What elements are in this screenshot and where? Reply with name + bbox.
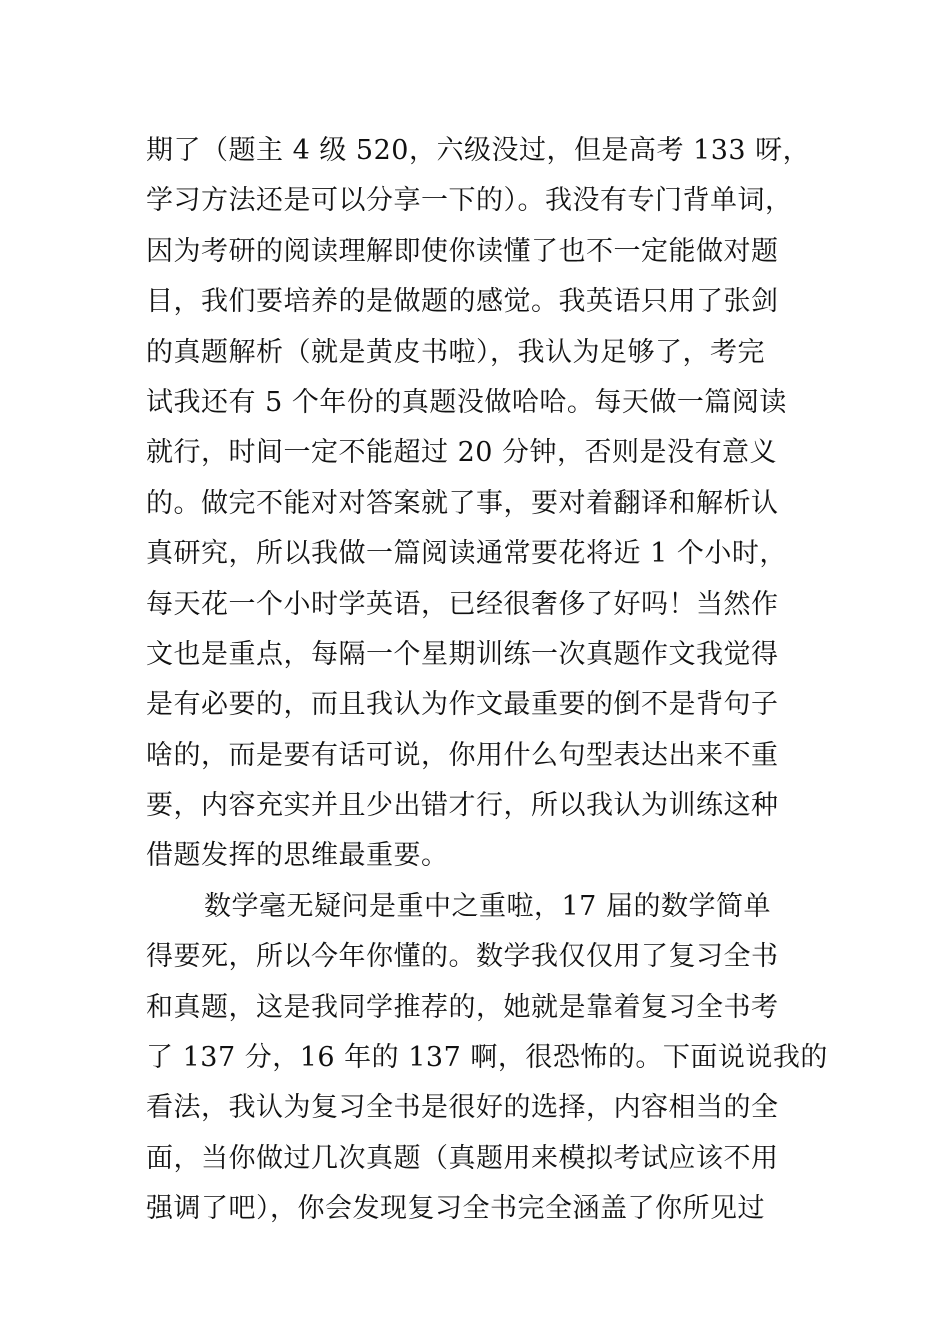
text-line: 因为考研的阅读理解即使你读懂了也不一定能做对题 xyxy=(146,235,779,267)
text-line: 试我还有 5 个年份的真题没做哈哈。每天做一篇阅读 xyxy=(146,386,787,418)
text-line: 是有必要的，而且我认为作文最重要的倒不是背句子 xyxy=(146,689,779,721)
body-text xyxy=(146,126,826,1235)
text-line: 和真题，这是我同学推荐的，她就是靠着复习全书考 xyxy=(146,991,779,1023)
text-line: 借题发挥的思维最重要。 xyxy=(146,840,449,872)
text-line: 要，内容充实并且少出错才行，所以我认为训练这种 xyxy=(146,790,779,822)
text-line: 的。做完不能对对答案就了事，要对着翻译和解析认 xyxy=(146,487,779,519)
text-line: 看法，我认为复习全书是很好的选择，内容相当的全 xyxy=(146,1092,779,1124)
text-line: 就行，时间一定不能超过 20 分钟，否则是没有意义 xyxy=(146,437,778,469)
text-line: 的真题解析（就是黄皮书啦），我认为足够了，考完 xyxy=(146,336,765,368)
text-line: 面，当你做过几次真题（真题用来模拟考试应该不用 xyxy=(146,1142,779,1174)
text-line: 真研究，所以我做一篇阅读通常要花将近 1 个小时， xyxy=(146,538,787,570)
text-line-indented: 数学毫无疑问是重中之重啦，17 届的数学简单 xyxy=(204,890,771,922)
text-line: 啥的，而是要有话可说，你用什么句型表达出来不重 xyxy=(146,739,779,771)
text-line: 每天花一个小时学英语，已经很奢侈了好吗！当然作 xyxy=(146,588,779,620)
text-line: 目，我们要培养的是做题的感觉。我英语只用了张剑 xyxy=(146,286,779,318)
paragraph-math-study xyxy=(146,882,826,1235)
text-line: 文也是重点，每隔一个星期训练一次真题作文我觉得 xyxy=(146,638,779,670)
paragraph-english-study xyxy=(146,126,826,882)
text-line: 得要死，所以今年你懂的。数学我仅仅用了复习全书 xyxy=(146,941,779,973)
text-line: 了 137 分，16 年的 137 啊，很恐怖的。下面说说我的 xyxy=(146,1042,828,1074)
text-line: 期了（题主 4 级 520，六级没过，但是高考 133 呀， xyxy=(146,135,811,166)
text-line: 强调了吧），你会发现复习全书完全涵盖了你所见过 xyxy=(146,1193,765,1225)
text-line: 学习方法还是可以分享一下的）。我没有专门背单词， xyxy=(146,185,793,217)
